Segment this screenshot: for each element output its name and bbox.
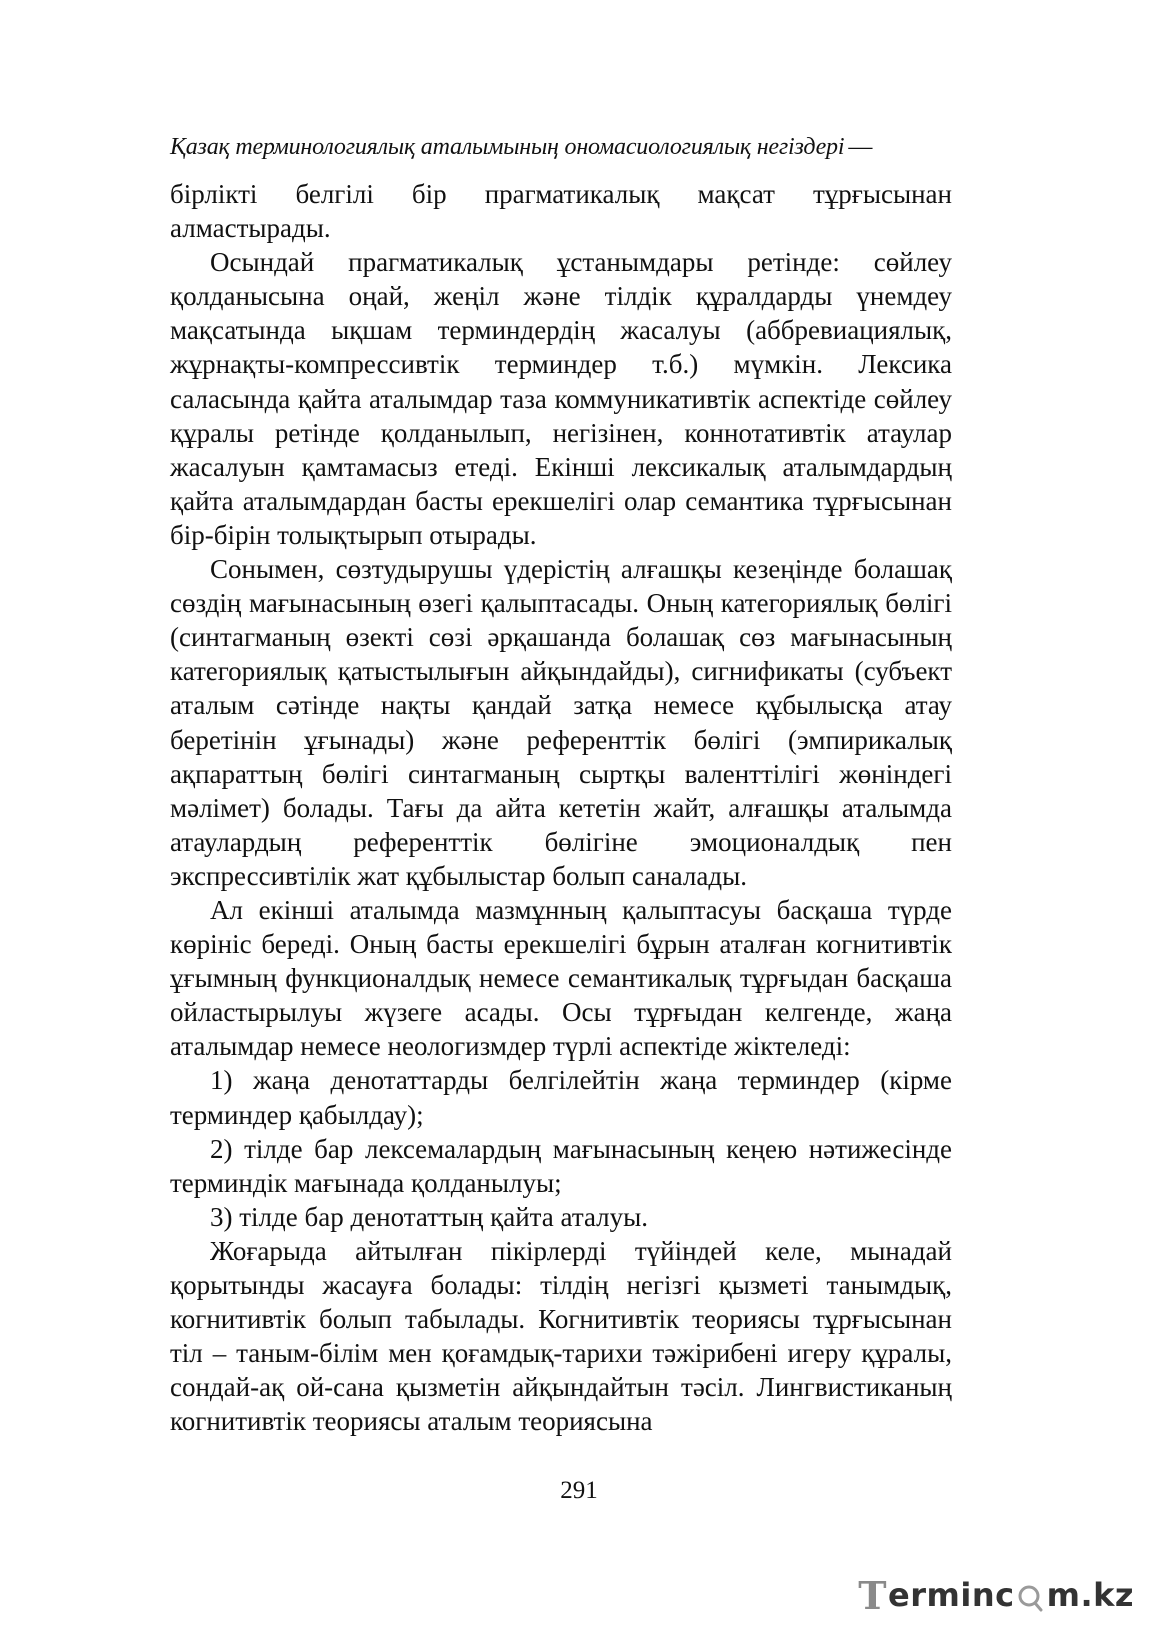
watermark-letter-t: T [858, 1572, 888, 1618]
list-item: 3) тілде бар денотаттың қайта аталуы. [210, 1201, 649, 1232]
list-item: 1) жаңа денотаттарды белгілейтін жаңа терминдер (кірме терминдер қабылдау); [170, 1065, 952, 1130]
running-head [170, 130, 950, 164]
body-text [170, 177, 952, 1438]
list-item: 2) тілде бар лексемалардың мағынасының кеңею нәтижесінде терминдік мағынада қолданылуы; [170, 1133, 952, 1198]
watermark-text-2: m.kz [1046, 1576, 1134, 1614]
magnifier-icon [1017, 1582, 1043, 1608]
page-number: 291 [560, 1477, 598, 1504]
paragraph: Ал екінші аталымда мазмұнның қалыптасуы басқаша түрде көрініс береді. Оның басты ерекшелігі бұрын аталған когнитивтік ұғымның функционалдық немесе семантикалық тұрғыдан басқаша ойластырылуы жүзеге асады. Осы тұрғыдан келгенде, жаңа аталымдар немесе неологизмдер түрлі аспектіде жіктеледі: [170, 894, 952, 1062]
paragraph: Осындай прагматикалық ұстанымдары ретінде: сөйлеу қолданысына оңай, жеңіл және тілдік құралдарды үнемдеу мақсатында ықшам терминдердің жасалуы (аббревиациялық, жұрнақты-компрессивтік терминдер т.б.) мүмкін. Лексика саласында қайта аталымдар таза коммуникативтік аспектіде сөйлеу құралы ретінде қолданылып, негізінен, коннотативтік атаулар жасалуын қамтамасыз етеді. Екінші лексикалық аталымдардың қайта аталымдардан басты ерекшелігі олар семантика тұрғысынан бір-бірін толықтырып отырады. [170, 247, 952, 550]
paragraph: Сонымен, сөзтудырушы үдерістің алғашқы кезеңінде болашақ сөздің мағынасының өзегі қалыптасады. Оның категориялық бөлігі (синтагманың өзекті сөзі әрқашанда болашақ сөз мағынасының категориялық қатыстылығын айқындайды), сигнификаты (субъект аталым сәтінде нақты қандай затқа немесе құбылысқа атау беретінін ұғынады) және референттік бөлігі (эмпирикалық ақпараттың бөлігі синтагманың сыртқы валенттілігі жөніндегі мәлімет) болады. Тағы да айта кететін жайт, алғашқы аталымда атаулардың референттік бөлігіне эмоционалдық пен экспрессивтілік жат құбылыстар болып саналады. [170, 554, 952, 891]
watermark-logo[interactable] [858, 1571, 1134, 1619]
running-head-title: Қазақ терминологиялық аталымының ономасиологиялық негіздері [170, 134, 845, 160]
paragraph: бірлікті белгілі бір прагматикалық мақсат тұрғысынан алмастырады. [170, 179, 952, 244]
running-head-dash: — [848, 134, 873, 160]
paragraph: Жоғарыда айтылған пікірлерді түйіндей келе, мынадай қорытынды жасауға болады: тілдің негізгі қызметі танымдық, когнитивтік болып табылады. Когнитивтік теориясы тұрғысынан тіл – таным-білім мен қоғамдық-тарихи тәжірибені игеру құралы, сондай-ақ ой-сана қызметін айқындайтын тәсіл. Лингвистиканың когнитивтік теориясы аталым теориясына [170, 1235, 952, 1437]
watermark-text-1: erminc [888, 1576, 1015, 1614]
